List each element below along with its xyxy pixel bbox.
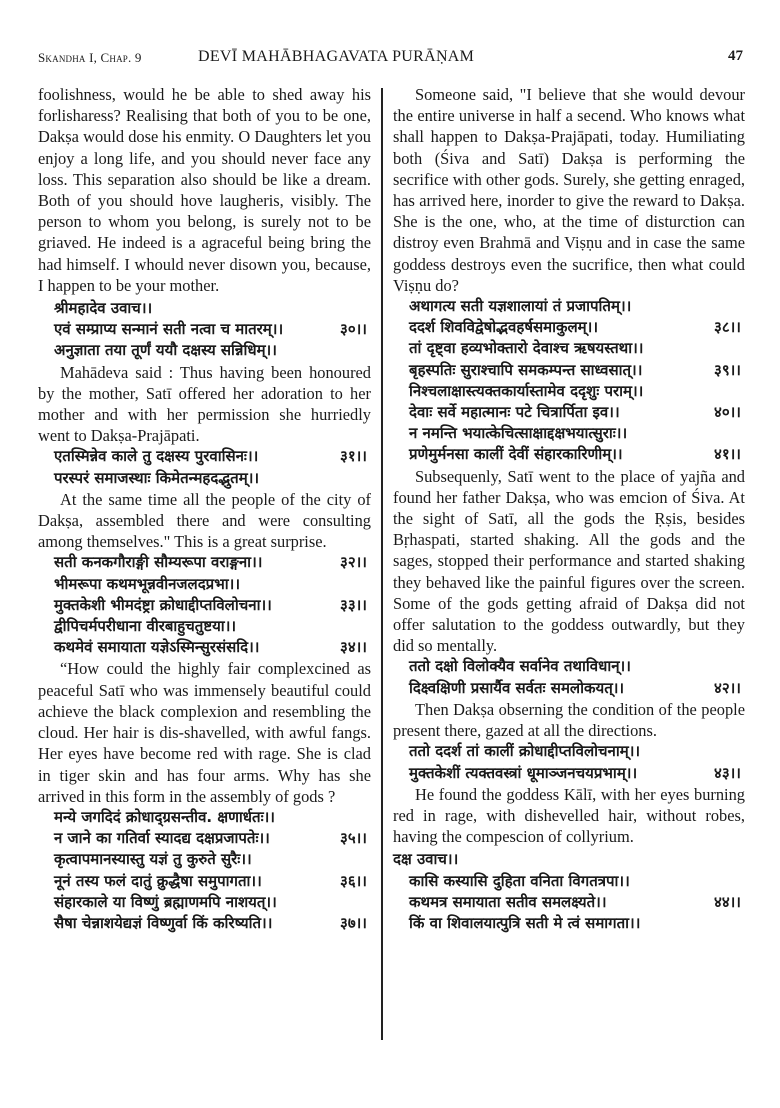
- verse-number: ३२।।: [340, 553, 367, 572]
- verse-text: एवं सम्प्राप्य सन्मानं सती नत्वा च मातरम्।।: [54, 320, 284, 339]
- verse-text: द्वीपिचर्मपरीधाना वीरबाहुचतुष्टया।।: [54, 617, 237, 636]
- verse-line: [54, 340, 371, 361]
- verse-line: [409, 360, 745, 381]
- verse-line: [54, 574, 371, 595]
- paragraph: Subsequenly, Satī went to the place of yajña and found her father Dakṣa, who was emcion of Śiva. At the sight of Satī, all the gods the Ṛṣis, besides Bṛhaspati, started shaking. All the gods and the sages, stopped their performance and started shaking they behaved like the painful figures over the screen. Some of the gods getting afraid of Dakṣa did not offer salutation to the goddess outwardly, but they did so mentally.: [393, 466, 745, 656]
- verse-number: ३१।।: [340, 447, 367, 466]
- verse-text: तां दृष्ट्वा हव्यभोक्तारो देवाश्च ऋषयस्तथा।।: [409, 339, 644, 358]
- verse-text: कथमत्र समायाता सतीव समलक्ष्यते।।: [409, 892, 607, 911]
- paragraph: “How could the highly fair complexcined as peaceful Satī who was immensely beautiful could achieve the black complexion and resembling the cloud. Her hair is dis-shavelled, with awful fangs. Her eyes have become red with rage. She is clad in tiger skin and has four arms. Why has she arrived in this form in the assembly of gods ?: [38, 659, 371, 806]
- section-label: Skandha I, Chap. 9: [38, 50, 142, 65]
- right-column: [393, 84, 745, 934]
- verse-line: [54, 637, 371, 658]
- verse-line: [409, 296, 745, 317]
- speaker-heading: दक्ष उवाच।।: [393, 850, 459, 869]
- verse-number: ४०।।: [714, 403, 741, 422]
- verse-line: [409, 338, 745, 359]
- verse-number: ३७।।: [340, 913, 367, 932]
- verse-number: ३५।।: [340, 829, 367, 848]
- verse-line: [54, 319, 371, 340]
- verse-text: निश्चलाक्षास्त्यक्तकार्यास्तामेव ददृशुः पराम्।।: [409, 381, 644, 400]
- verse-line: [54, 446, 371, 467]
- verse-text: मुक्तकेशीं त्यक्तवस्त्रां धूमाञ्जनचयप्रभाम्।।: [409, 763, 638, 782]
- verse-text: अनुज्ञाता तया तूर्णं ययौ दक्षस्य सन्निधिम्।।: [54, 341, 277, 360]
- speaker-heading: श्रीमहादेव उवाच।।: [54, 299, 153, 318]
- verse-number: ३३।।: [340, 595, 367, 614]
- verse-line: [409, 913, 745, 934]
- left-column: [38, 84, 371, 934]
- verse-line: [54, 468, 371, 489]
- verse-number: ३०।।: [340, 320, 367, 339]
- verse-line: [54, 913, 371, 934]
- verse-text: संहारकाले या विष्णुं ब्रह्माणमपि नाशयत्।।: [54, 892, 277, 911]
- verse-text: कथमेवं समायाता यज्ञेऽस्मिन्सुरसंसदि।।: [54, 638, 260, 657]
- verse-text: कृत्वापमानस्यास्तु यज्ञं तु कुरुते सुरैः।।: [54, 850, 252, 869]
- verse-text: ददर्श शिवविद्वेषोद्भवहर्षसमाकुलम्।।: [409, 318, 599, 337]
- verse-line: [54, 807, 371, 828]
- verse-line: [54, 616, 371, 637]
- verse-line: [409, 678, 745, 699]
- verse-text: एतस्मिन्नेव काले तु दक्षस्य पुरवासिनः।।: [54, 447, 259, 466]
- verse-text: प्रणेमुर्मनसा कालीं देवीं संहारकारिणीम्।।: [409, 445, 623, 464]
- verse-line: [409, 871, 745, 892]
- paragraph: At the same time all the people of the city of Dakṣa, assembled there and were consulting among themselves." This is a great surprise.: [38, 489, 371, 552]
- page-number: 47: [728, 48, 743, 64]
- verse-text: मन्ये जगदिदं क्रोधाद्ग्रसन्तीव. क्षणार्धतः।।: [54, 807, 275, 826]
- verse-line: [54, 871, 371, 892]
- paragraph: foolishness, would he be able to shed away his forlisharess? Realising that both of you to be one, Dakṣa would dose his enmity. O Daughters let you enjoy a long life, and you should never face any loss. This separation also should be like a dream. Both of you should hove laugheris, visibly. The person to whom you belong, is surely not to be griaved. He indeed is a agraceful being bring the had himself. I whould never disown you, because, I happen to be your mother.: [38, 85, 371, 295]
- paragraph: He found the goddess Kālī, with her eyes burning red in rage, with dishevelled hair, without robes, having the compescion of collyrium.: [393, 784, 745, 847]
- verse-line: [409, 402, 745, 423]
- verse-text: सती कनकगौराङ्गी सौम्यरूपा वराङ्गना।।: [54, 553, 263, 572]
- verse-line: [409, 741, 745, 762]
- verse-text: भीमरूपा कथमभून्नवीनजलदप्रभा।।: [54, 574, 241, 593]
- verse-number: ४१।।: [714, 445, 741, 464]
- verse-number: ३८।।: [714, 318, 741, 337]
- verse-text: न नमन्ति भयात्केचित्साक्षाद्दक्षभयात्सुराः।।: [409, 424, 628, 443]
- verse-text: मुक्तकेशी भीमदंष्ट्रा क्रोधाद्दीप्तविलोचना।।: [54, 595, 272, 614]
- verse-line: [54, 849, 371, 870]
- verse-line: [409, 423, 745, 444]
- verse-line: [409, 892, 745, 913]
- verse-line: [54, 828, 371, 849]
- verse-text: ततो ददर्श तां कालीं क्रोधाद्दीप्तविलोचनाम्।।: [409, 742, 641, 761]
- verse-line: [54, 892, 371, 913]
- verse-text: परस्परं समाजस्थाः किमेतन्महदद्भुतम्।।: [54, 468, 260, 487]
- verse-number: ३६।।: [340, 871, 367, 890]
- column-divider: [381, 88, 383, 1040]
- verse-line: [409, 317, 745, 338]
- paragraph: Then Dakṣa obserning the condition of the people present there, gazed at all the directions.: [393, 699, 745, 741]
- verse-line: [409, 444, 745, 465]
- verse-text: ततो दक्षो विलोक्यैव सर्वानेव तथाविधान्।।: [409, 657, 631, 676]
- verse-line: [409, 763, 745, 784]
- verse-text: किं वा शिवालयात्पुत्रि सती मे त्वं समागता।।: [409, 913, 641, 932]
- verse-line: [409, 381, 745, 402]
- verse-number: ४२।।: [714, 678, 741, 697]
- verse-text: सैषा चेन्नाशयेद्यज्ञं विष्णुर्वा किं करिष्यति।।: [54, 913, 273, 932]
- verse-text: अथागत्य सती यज्ञशालायां तं प्रजापतिम्।।: [409, 297, 632, 316]
- verse-line: [409, 656, 745, 677]
- verse-text: देवाः सर्वे महात्मानः पटे चित्रार्पिता इव।।: [409, 403, 620, 422]
- book-title: DEVĪ MAHĀBHAGAVATA PURĀṆAM: [198, 48, 475, 65]
- paragraph: Someone said, "I believe that she would devour the entire universe in half a secend. Who knows what shall happen to Dakṣa-Prajāpati, today. Humiliating both (Śiva and Satī) Dakṣa is performing the secrifice with other gods. Surely, she getting enraged, has arrived here, inorder to give the reward to Dakṣa. She is the one, who, at the time of disturction can distroy even Brahmā and Viṣṇu and in case the same goddess destroys even the sucrifice, then what could Viṣṇu do?: [393, 85, 745, 295]
- verse-text: बृहस्पतिः सुराश्चापि समकम्पन्त साध्वसात्।।: [409, 360, 643, 379]
- verse-text: न जाने का गतिर्वा स्यादद्य दक्षप्रजापतेः।।: [54, 829, 270, 848]
- paragraph: Mahādeva said : Thus having been honoured by the mother, Satī offered her adoration to her mother and with her permission she hurriedly went to Dakṣa-Prajāpati.: [38, 362, 371, 446]
- verse-number: ४३।।: [714, 763, 741, 782]
- verse-text: नूनं तस्य फलं दातुं क्रुद्धैषा समुपागता।।: [54, 871, 262, 890]
- running-header: [38, 48, 743, 70]
- verse-number: ३४।।: [340, 638, 367, 657]
- verse-text: दिक्ष्वक्षिणी प्रसार्यैव सर्वतः समलोकयत्।।: [409, 678, 625, 697]
- verse-number: ४४।।: [714, 892, 741, 911]
- verse-text: कासि कस्यासि दुहिता वनिता विगतत्रपा।।: [409, 871, 630, 890]
- verse-line: [54, 595, 371, 616]
- verse-number: ३९।।: [714, 360, 741, 379]
- verse-line: [54, 552, 371, 573]
